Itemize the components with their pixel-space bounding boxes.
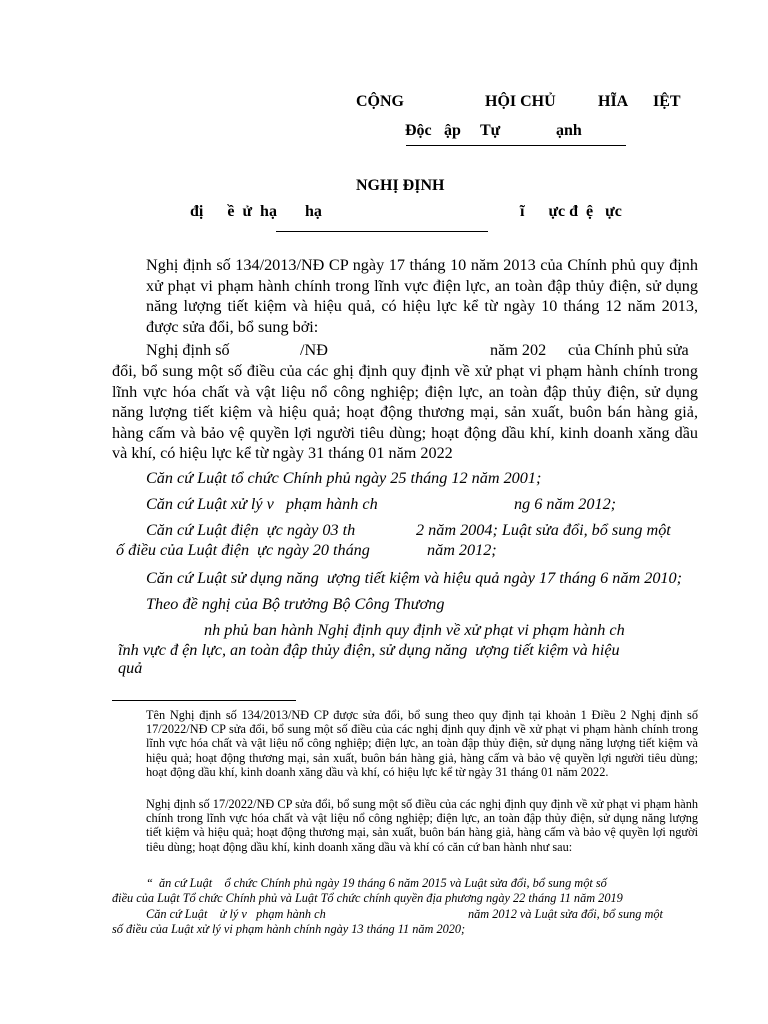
title-underline: [276, 231, 488, 232]
para2-part-b: /NĐ: [300, 341, 328, 359]
para2-part-a: Nghị định số: [146, 341, 230, 359]
para2-part-c: năm 202: [490, 341, 547, 359]
footnote-4-line-2: số điều của Luật xử lý vi phạm hành chính ngày 13 tháng 11 năm 2020;: [112, 922, 466, 936]
footnote-3-line-2: điều của Luật Tổ chức Chính phủ và Luật Tổ chức chính quyền địa phương ngày 22 tháng 11 năm 2019: [112, 891, 623, 905]
motto-part-4: ạnh: [556, 122, 582, 139]
footnote-2-text: Nghị định số 17/2022/NĐ CP sửa đổi, bổ sung một số điều của các nghị định quy định về xử phạt vi phạm hành chính trong lĩnh vực hóa chất và vật liệu nổ công nghiệp; điện lực, an toàn đập thủy điện, sử dụng năng lượng tiết kiệm và hiệu quả; hoạt động thương mại, sản xuất, buôn bán hàng giả, hàng cấm và bảo vệ quyền lợi người tiêu dùng; hoạt động dầu khí, kinh doanh xăng dầu và khí có căn cứ ban hành như sau:: [146, 797, 698, 854]
legal-basis-2b: ng 6 năm 2012;: [514, 495, 617, 513]
footnote-3-line-1: “ ăn cứ Luật ổ chức Chính phủ ngày 19 tháng 6 năm 2015 và Luật sửa đổi, bổ sung một số: [146, 876, 607, 890]
document-type-title: NGHỊ ĐỊNH: [356, 177, 445, 194]
nation-line-part-2: HỘI CHỦ: [485, 93, 556, 110]
enactment-line-3: quả: [118, 659, 143, 677]
footnote-4-part-a: Căn cứ Luật ử lý v phạm hành ch: [146, 907, 326, 921]
enactment-line-2: ĩnh vực đ ện lực, an toàn đập thủy điện, sử dụng năng ượng tiết kiệm và hiệu: [118, 641, 620, 659]
intro-paragraph-text: Nghị định số 134/2013/NĐ CP ngày 17 tháng 10 năm 2013 của Chính phủ quy định xử phạt vi phạm hành chính trong lĩnh vực điện lực, an toàn đập thủy điện, sử dụng năng lượng tiết kiệm và hiệu quả, có hiệu lực kể từ ngày 10 tháng 12 năm 2013, được sửa đổi, bổ sung bởi:: [146, 256, 698, 336]
enactment-line-1: nh phủ ban hành Nghị định quy định về xử phạt vi phạm hành ch: [204, 621, 625, 639]
legal-basis-3c: ố điều của Luật điện ực ngày 20 tháng: [116, 541, 370, 559]
nation-line-part-4: IỆT: [653, 93, 681, 110]
legal-basis-3b: 2 năm 2004; Luật sửa đổi, bổ sung một: [416, 521, 671, 539]
motto-underline: [406, 145, 626, 146]
motto-part-3: Tự: [480, 122, 501, 139]
nation-line-part-1: CỘNG: [356, 93, 404, 110]
legal-basis-4: Căn cứ Luật sử dụng năng ượng tiết kiệm và hiệu quả ngày 17 tháng 6 năm 2010;: [146, 569, 682, 587]
legal-basis-3d: năm 2012;: [427, 541, 497, 559]
legal-basis-1: Căn cứ Luật tổ chức Chính phủ ngày 25 tháng 12 năm 2001;: [146, 469, 542, 487]
intro-paragraph: [112, 255, 698, 337]
amendment-paragraph: [112, 361, 698, 464]
footnote-4-part-b: năm 2012 và Luật sửa đổi, bổ sung một: [468, 907, 663, 921]
legal-basis-3a: Căn cứ Luật điện ực ngày 03 th: [146, 521, 356, 539]
footnote-1: [112, 708, 698, 779]
footnote-2: [112, 797, 698, 854]
legal-basis-2a: Căn cứ Luật xử lý v phạm hành ch: [146, 495, 378, 513]
legal-basis-5: Theo đề nghị của Bộ trưởng Bộ Công Thương: [146, 595, 445, 613]
nation-line-part-3: HĨA: [598, 93, 629, 110]
footnote-separator: [112, 700, 296, 701]
motto-part-2: ập: [444, 122, 461, 139]
motto-part-1: Độc: [405, 122, 432, 139]
subtitle-left: đị ề ử hạ hạ: [190, 203, 322, 220]
amendment-paragraph-text: đổi, bổ sung một số điều của các ghị định quy định về xử phạt vi phạm hành chính trong lĩnh vực hóa chất và vật liệu nổ công nghiệp; điện lực, an toàn đập thủy điện, sử dụng năng lượng tiết kiệm và hiệu quả; hoạt động thương mại, sản xuất, buôn bán hàng giả, hàng cấm và bảo vệ quyền lợi người tiêu dùng; hoạt động dầu khí, kinh doanh xăng dầu và khí, có hiệu lực kể từ ngày 31 tháng 01 năm 2022: [112, 362, 698, 462]
para2-part-d: của Chính phủ sửa: [568, 341, 689, 359]
footnote-1-text: Tên Nghị định số 134/2013/NĐ CP được sửa đổi, bổ sung theo quy định tại khoản 1 Điều 2 Nghị định số 17/2022/NĐ CP sửa đổi, bổ sung một số điều của các nghị định quy định về xử phạt vi phạm hành chính trong lĩnh vực hóa chất và vật liệu nổ công nghiệp; điện lực, an toàn đập thủy điện, sử dụng năng lượng tiết kiệm và hiệu quả; hoạt động thương mại, sản xuất, buôn bán hàng giả, hàng cấm và bảo vệ quyền lợi người tiêu dùng; hoạt động dầu khí, kinh doanh xăng dầu và khí, có hiệu lực kể từ ngày 31 tháng 01 năm 2022.: [146, 708, 698, 779]
subtitle-right: ĩ ực đ ệ ực: [520, 203, 622, 220]
